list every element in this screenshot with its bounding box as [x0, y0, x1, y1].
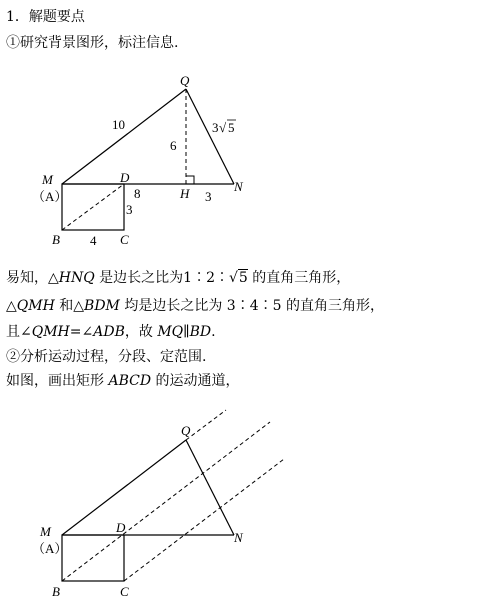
t1-sqrt: 5 — [238, 270, 248, 286]
label-Q-2: Q — [181, 423, 191, 438]
sqrt-sign: √ — [219, 120, 227, 135]
segment-QN — [186, 89, 234, 184]
label-B: B — [52, 232, 60, 247]
label-D: D — [120, 170, 130, 185]
channel-line-BD — [62, 422, 270, 581]
length-HN: 3 — [205, 189, 212, 204]
length-BC: 4 — [90, 233, 97, 248]
t3d: ADB — [93, 324, 125, 340]
right-angle-mark — [186, 176, 194, 184]
t2d: BDM — [84, 298, 120, 314]
label-C: C — [120, 232, 129, 247]
label-B-2: B — [52, 584, 60, 599]
figure-1-background — [0, 70, 497, 270]
label-M: M — [42, 172, 53, 187]
t2b: QMH — [16, 298, 55, 314]
t3i: . — [211, 324, 216, 340]
length-MQ: 10 — [112, 117, 125, 132]
text-line-2 — [6, 297, 384, 315]
channel-line-MQ-ext — [186, 410, 226, 440]
t3h: BD — [189, 324, 212, 340]
text-line-3 — [6, 323, 216, 341]
t2a: △ — [6, 298, 17, 314]
t1a: 易知，△ — [6, 270, 59, 286]
label-M-2: M — [40, 524, 51, 539]
figure-2-motion-channel — [0, 400, 497, 600]
label-N: N — [234, 179, 243, 194]
diagonal-BD — [62, 184, 124, 230]
label-C-2: C — [120, 584, 129, 599]
length-QN-coef: 3 — [212, 120, 219, 135]
t3f: MQ — [157, 324, 184, 340]
t5c: 的运动通道， — [151, 373, 240, 389]
length-QH: 6 — [170, 138, 177, 153]
t1c: 是边长之比为 — [94, 270, 184, 286]
section-heading: 1．解题要点 — [6, 9, 85, 25]
label-A: （A） — [32, 189, 68, 204]
t5a: 如图，画出矩形 — [6, 373, 109, 389]
label-Q: Q — [180, 73, 190, 88]
t2c: 和△ — [54, 298, 85, 314]
t3b: QMH — [31, 324, 70, 340]
t3a: 且∠ — [6, 324, 32, 340]
rectangle-ABCD-2 — [62, 535, 124, 581]
t3g: ∥ — [183, 324, 190, 340]
t2f: 的直角三角形， — [281, 298, 384, 314]
t1-ratio: 1∶2∶ — [183, 270, 229, 286]
t1-sqrt-sign: √ — [229, 270, 238, 286]
label-H: H — [180, 186, 190, 201]
text-line-5 — [6, 372, 240, 390]
t1d: 的直角三角形， — [247, 270, 351, 286]
segment-QN-2 — [186, 440, 234, 535]
t2e: 均是边长之比为 — [119, 298, 227, 314]
length-DH: 8 — [134, 186, 141, 201]
length-QN-rad: 5 — [228, 120, 235, 135]
step-2-title: ②分析运动过程，分段、定范围. — [6, 349, 207, 365]
step-1-title: ①研究背景图形，标注信息. — [6, 35, 179, 51]
label-N-2: N — [234, 530, 243, 545]
t3c: =∠ — [69, 324, 94, 340]
t2-ratio: 3∶4∶5 — [226, 298, 282, 314]
t3e: ，故 — [124, 324, 158, 340]
t1b: HNQ — [58, 270, 95, 286]
t5b: ABCD — [108, 373, 152, 389]
text-line-1 — [6, 269, 350, 287]
length-DC: 3 — [126, 202, 133, 217]
label-A-2: （A） — [32, 541, 68, 556]
label-D-2: D — [116, 520, 126, 535]
channel-line-C — [124, 459, 284, 581]
